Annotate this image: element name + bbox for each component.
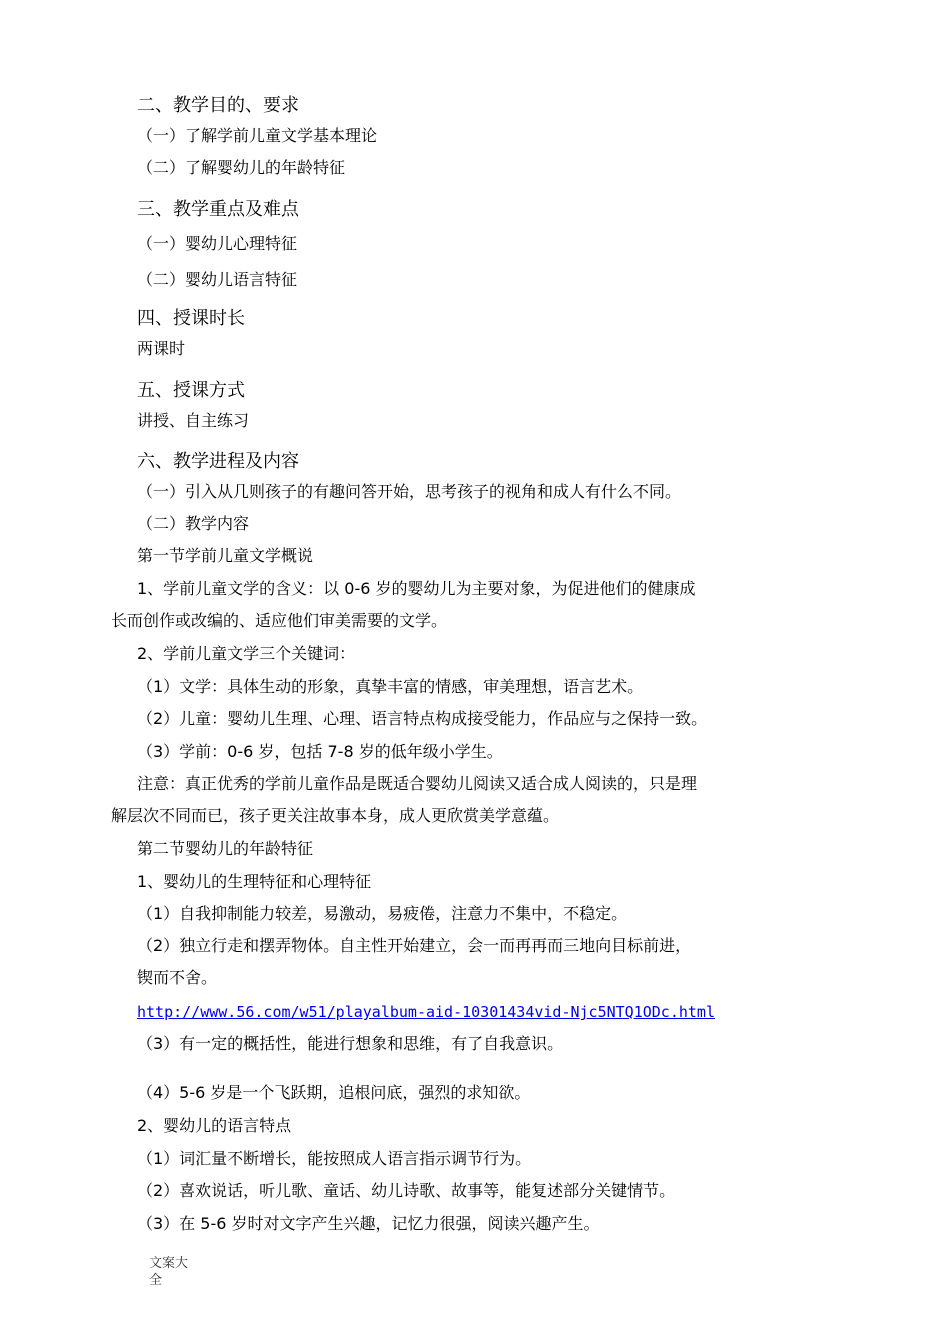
section-heading-method: 五、授课方式: [137, 380, 245, 401]
list-item: （1）词汇量不断增长，能按照成人语言指示调节行为。: [137, 1149, 532, 1168]
section-heading-duration: 四、授课时长: [137, 308, 245, 329]
paragraph: 长而创作或改编的、适应他们审美需要的文学。: [111, 611, 448, 630]
list-item: （一）了解学前儿童文学基本理论: [137, 126, 378, 145]
list-item: （一）引入从几则孩子的有趣问答开始，思考孩子的视角和成人有什么不同。: [137, 482, 682, 501]
list-item: （二）教学内容: [137, 514, 250, 533]
list-item: （2）独立行走和摆弄物体。自主性开始建立，会一而再再而三地向目标前进，: [137, 936, 692, 955]
list-item: （2）喜欢说话，听儿歌、童话、幼儿诗歌、故事等，能复述部分关键情节。: [137, 1181, 676, 1200]
subsection-title: 第二节婴幼儿的年龄特征: [137, 839, 314, 858]
list-item: （1）自我抑制能力较差，易激动，易疲倦，注意力不集中，不稳定。: [137, 904, 628, 923]
list-item: （2）儿童：婴幼儿生理、心理、语言特点构成接受能力，作品应与之保持一致。: [137, 709, 708, 728]
section-heading-objectives: 二、教学目的、要求: [137, 95, 299, 116]
page-footer: 文案大全: [149, 1256, 189, 1288]
list-item: （3）在 5-6 岁时对文字产生兴趣，记忆力很强，阅读兴趣产生。: [137, 1214, 600, 1233]
section-heading-process: 六、教学进程及内容: [137, 451, 299, 472]
list-item: （1）文学：具体生动的形象，真挚丰富的情感，审美理想，语言艺术。: [137, 677, 644, 696]
list-item: （二）了解婴幼儿的年龄特征: [137, 158, 346, 177]
paragraph: 1、学前儿童文学的含义：以 0-6 岁的婴幼儿为主要对象，为促进他们的健康成: [137, 579, 696, 598]
subsection-title: 第一节学前儿童文学概说: [137, 546, 314, 565]
list-item: （二）婴幼儿语言特征: [137, 270, 298, 289]
video-link[interactable]: http://www.56.com/w51/playalbum-aid-10301434vid-Njc5NTQ1ODc.html: [137, 1003, 715, 1021]
paragraph: 1、婴幼儿的生理特征和心理特征: [137, 872, 372, 891]
list-item: 锲而不舍。: [137, 968, 218, 987]
paragraph: 2、婴幼儿的语言特点: [137, 1116, 292, 1135]
paragraph: 两课时: [137, 339, 186, 358]
paragraph: 讲授、自主练习: [137, 411, 250, 430]
list-item: （3）有一定的概括性，能进行想象和思维，有了自我意识。: [137, 1034, 564, 1053]
section-heading-key-points: 三、教学重点及难点: [137, 199, 299, 220]
note-paragraph: 解层次不同而已，孩子更关注故事本身，成人更欣赏美学意蕴。: [111, 806, 560, 825]
note-paragraph: 注意：真正优秀的学前儿童作品是既适合婴幼儿阅读又适合成人阅读的，只是理: [137, 774, 698, 793]
paragraph: 2、学前儿童文学三个关键词：: [137, 644, 356, 663]
list-item: （4）5-6 岁是一个飞跃期，追根问底，强烈的求知欲。: [137, 1083, 531, 1102]
list-item: （一）婴幼儿心理特征: [137, 234, 298, 253]
list-item: （3）学前：0-6 岁，包括 7-8 岁的低年级小学生。: [137, 742, 503, 761]
